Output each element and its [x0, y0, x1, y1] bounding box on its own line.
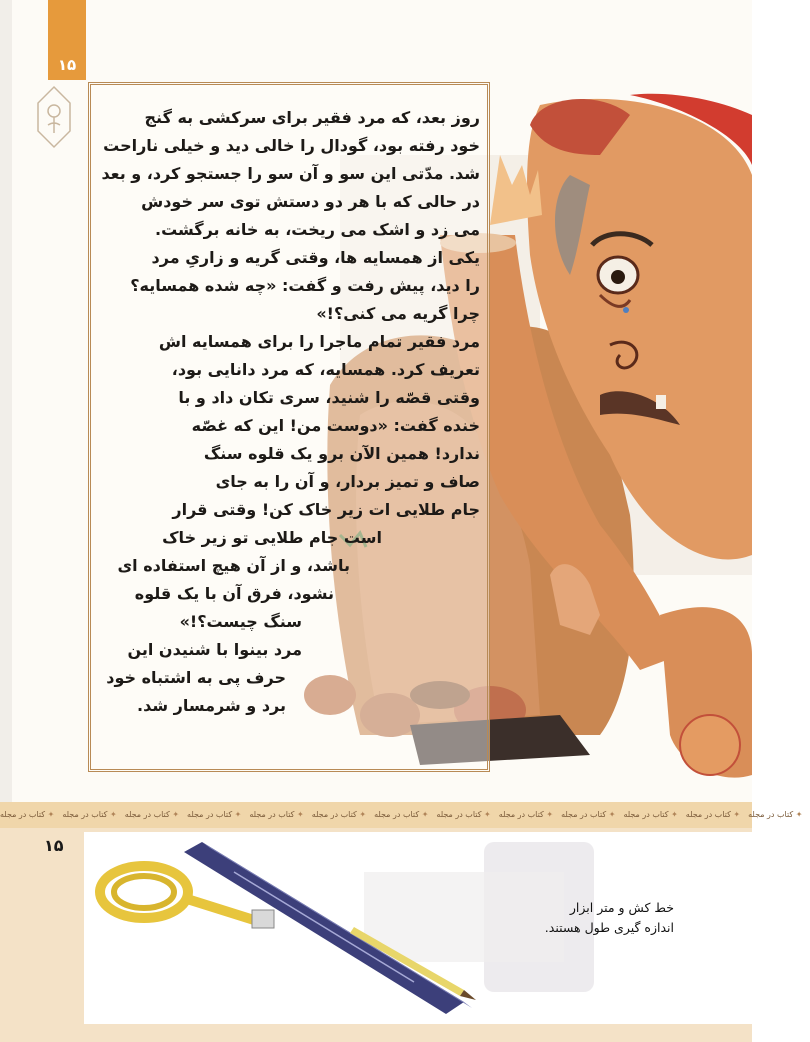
flower-ornament-icon: [34, 85, 74, 149]
ribbon-label: کتاب در مجله ✦: [0, 802, 62, 819]
story-line: نشود، فرق آن با یک قلوه: [134, 584, 334, 603]
ribbon-label: کتاب در مجله ✦: [374, 802, 436, 819]
story-line: سنگ چیست؟!»: [179, 612, 302, 631]
ribbon-label: کتاب در مجله ✦: [187, 802, 249, 819]
story-line: است جام طلایی تو زیر خاک: [162, 528, 382, 547]
story-line: برد و شرمسار شد.: [137, 696, 286, 715]
story-text: [100, 108, 480, 728]
story-line: چرا گریه می کنی؟!»: [316, 304, 480, 323]
story-line: ندارد! همین الآن برو یک قلوه سنگ: [203, 444, 480, 463]
story-line: وقتی قصّه را شنید، سری تکان داد و با: [178, 388, 480, 407]
bottom-page-number: ۱۵: [44, 836, 64, 855]
story-line: تعریف کرد. همسایه، که مرد دانایی بود،: [171, 360, 480, 379]
story-line: مرد فقیر تمام ماجرا را برای همسایه اش: [158, 332, 480, 351]
story-line: جام طلایی ات زیر خاک کن! وقتی قرار: [172, 500, 480, 519]
story-line: را دید، پیش رفت و گفت: «چه شده همسایه؟: [130, 276, 480, 295]
story-line: مرد بینوا با شنیدن این: [127, 640, 302, 659]
ribbon-label: کتاب در مجله ✦: [125, 802, 187, 819]
page-number-tab: [48, 0, 86, 80]
story-line: خنده گفت: «دوست من! این که غصّه: [191, 416, 480, 435]
story-line: حرف پی به اشتباه خود: [106, 668, 286, 687]
photo-caption: [484, 898, 674, 938]
ribbon-label: کتاب در مجله ✦: [436, 802, 498, 819]
ribbon-label: کتاب در مجله ✦: [686, 802, 748, 819]
story-line: باشد، و از آن هیچ استفاده ای: [117, 556, 350, 575]
ribbon-label: کتاب در مجله ✦: [748, 802, 810, 819]
caption-line: اندازه گیری طول هستند.: [544, 920, 674, 935]
story-line: صاف و تمیز بردار، و آن را به جای: [215, 472, 480, 491]
story-line: در حالی که با هر دو دستش توی سر خودش: [141, 192, 480, 211]
ribbon-label: کتاب در مجله ✦: [499, 802, 561, 819]
ribbon-label: کتاب در مجله ✦: [62, 802, 124, 819]
story-line: می زد و اشک می ریخت، به خانه برگشت.: [154, 220, 480, 239]
story-line: یکی از همسایه ها، وقتی گریه و زاریِ مرد: [151, 248, 480, 267]
ribbon-label: کتاب در مجله ✦: [249, 802, 311, 819]
caption-line: خط کش و متر ابزار: [569, 900, 674, 915]
story-line: شد. مدّتی این سو و آن سو را جستجو کرد، و بعد: [101, 164, 480, 183]
ribbon-label: کتاب در مجله ✦: [623, 802, 685, 819]
page-number: ۱۵: [57, 56, 77, 74]
ribbon-label: کتاب در مجله ✦: [312, 802, 374, 819]
story-line: خود رفته بود، گودال را خالی دید و خیلی ناراحت: [103, 136, 480, 155]
story-line: روز بعد، که مرد فقیر برای سرکشی به گنج: [144, 108, 480, 127]
magazine-ribbon: [0, 802, 794, 828]
ribbon-label: کتاب در مجله ✦: [561, 802, 623, 819]
